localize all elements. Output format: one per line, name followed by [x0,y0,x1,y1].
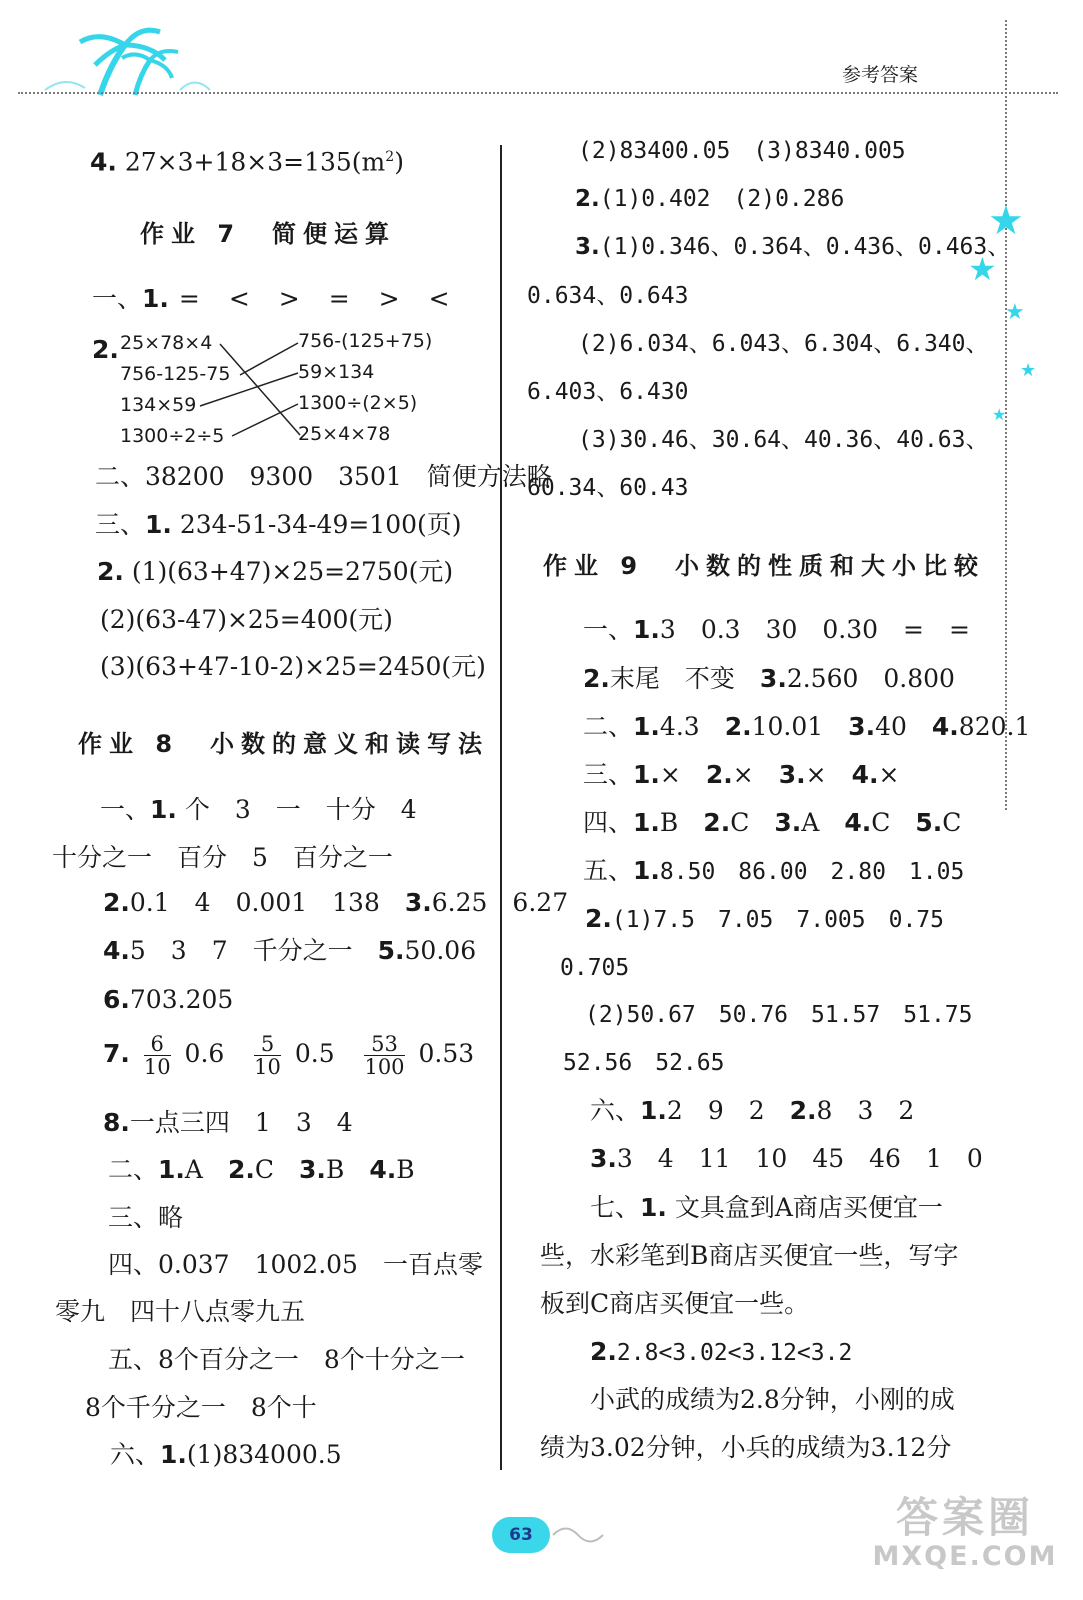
answer-line: 2.0.1 4 0.001 138 3.6.25 6.27 [103,888,569,917]
section-title: 作业 9 小数的性质和大小比较 [543,552,986,580]
answer-line: 8个千分之一 8个十 [85,1393,317,1422]
answer-line: 7. $\frac{6}{10}$ 0.6 $\frac{5}{10}$ 0.5 $\frac{53}{100}$ 0.53 [103,1032,475,1079]
match-right-item: 756-(125+75) [298,330,433,352]
answer-line: 2.2.8<3.02<3.12<3.2 [590,1337,853,1366]
answer-line: 52.56 52.65 [563,1050,725,1076]
match-line [240,343,298,375]
answer-line: 2. (1)(63+47)×25=2750(元) [97,557,454,586]
page-number: 63 [492,1517,550,1553]
match-right-item: 59×134 [298,361,375,383]
answer-line: 小武的成绩为2.8分钟，小刚的成 [590,1385,955,1414]
answer-line: 五、8个百分之一 8个十分之一 [108,1345,465,1374]
answer-line: (3)(63+47-10-2)×25=2450(元) [100,652,486,681]
footer-swirl [548,1520,618,1550]
answer-line: 6.703.205 [103,985,234,1014]
answer-line: 二、38200 9300 3501 简便方法略 [95,462,552,491]
answer-line: 3.3 4 11 10 45 46 1 0 [590,1144,983,1173]
answer-line: (2)83400.05 (3)8340.005 [578,138,906,164]
match-left-item: 1300÷2÷5 [120,425,225,447]
fraction: $\frac{53}{100}$ [364,1032,405,1079]
answer-line: 6.403、6.430 [527,379,689,405]
answer-line: 2.(1)7.5 7.05 7.005 0.75 [585,904,945,933]
answer-line: 六、1.(1)834000.5 [110,1440,342,1469]
header-rule [18,92,1058,94]
answer-line: (2)50.67 50.76 51.57 51.75 [585,1002,973,1028]
star-icon: ★ [1020,360,1037,381]
section-title: 作业 8 小数的意义和读写法 [78,730,490,758]
match-right-item: 25×4×78 [298,423,391,445]
answer-line: 二、1.A 2.C 3.B 4.B [108,1155,415,1184]
answer-line: 三、1.× 2.× 3.× 4.× [583,760,900,789]
palm-tree-logo [40,20,220,100]
answer-line: 0.634、0.643 [527,283,689,309]
answer-line: 三、1. 234-51-34-49=100(页) [95,510,462,539]
answer-line: 60.34、60.43 [527,475,689,501]
answer-line: 4. $27\times 3+18\times 3=135(m^2)$ [90,147,404,177]
answer-line: 4.5 3 7 千分之一 5.50.06 [103,936,477,965]
match-right-item: 1300÷(2×5) [298,392,418,414]
match-line [232,404,298,436]
answer-line: (2)(63-47)×25=400(元) [100,605,393,634]
answer-line: 一、1.3 0.3 30 0.30 = = [583,615,970,644]
answer-line: 绩为3.02分钟，小兵的成绩为3.12分 [540,1433,952,1462]
fraction: $\frac{6}{10}$ [143,1032,171,1079]
answer-line: 六、1.2 9 2 2.8 3 2 [590,1096,915,1125]
section-title: 作业 7 简便运算 [140,220,397,248]
star-icon: ★ [988,198,1024,244]
match-left-item: 756-125-75 [120,363,231,385]
match-left-item: 134×59 [120,394,197,416]
answer-line: 板到C商店买便宜一些。 [540,1289,810,1318]
answer-line: 五、1.8.50 86.00 2.80 1.05 [583,856,965,885]
watermark-logo: 答案圈 MXQE.COM [872,1493,1058,1572]
fraction: $\frac{5}{10}$ [254,1032,281,1079]
matching-lines [190,330,310,450]
answer-line: 些，水彩笔到B商店买便宜一些，写字 [540,1241,959,1270]
answer-line: 十分之一 百分 5 百分之一 [52,843,393,872]
answer-line: 四、1.B 2.C 3.A 4.C 5.C [583,808,962,837]
answer-line: 三、略 [108,1203,184,1232]
answer-line: 一、1. 个 3 一 十分 4 [100,795,417,824]
answer-line: 零九 四十八点零九五 [55,1297,306,1326]
answer-line: (3)30.46、30.64、40.36、40.63、 [578,427,989,453]
column-divider [500,145,502,1470]
answer-line: 3.(1)0.346、0.364、0.436、0.463、 [575,234,1011,260]
answer-line: 2.(1)0.402 (2)0.286 [575,186,845,212]
match-left-item: 25×78×4 [120,332,213,354]
answer-line: (2)6.034、6.043、6.304、6.340、 [578,331,989,357]
answer-line: 七、1. 文具盒到A商店买便宜一 [590,1193,943,1222]
answer-line: 8.一点三四 1 3 4 [103,1108,353,1137]
header-label: 参考答案 [842,64,919,86]
star-icon: ★ [968,250,997,288]
question-number: 2. [92,335,119,364]
answer-line: 二、1.4.3 2.10.01 3.40 4.820.1 [583,712,1031,741]
answer-line: 一、1. = < > = > < [92,284,452,313]
answer-line: 四、0.037 1002.05 一百点零 [108,1250,483,1279]
match-line [220,344,300,435]
answer-line: 0.705 [560,955,630,981]
star-icon: ★ [1005,300,1025,325]
star-icon: ★ [992,405,1007,424]
answer-line: 2.末尾 不变 3.2.560 0.800 [583,664,955,693]
